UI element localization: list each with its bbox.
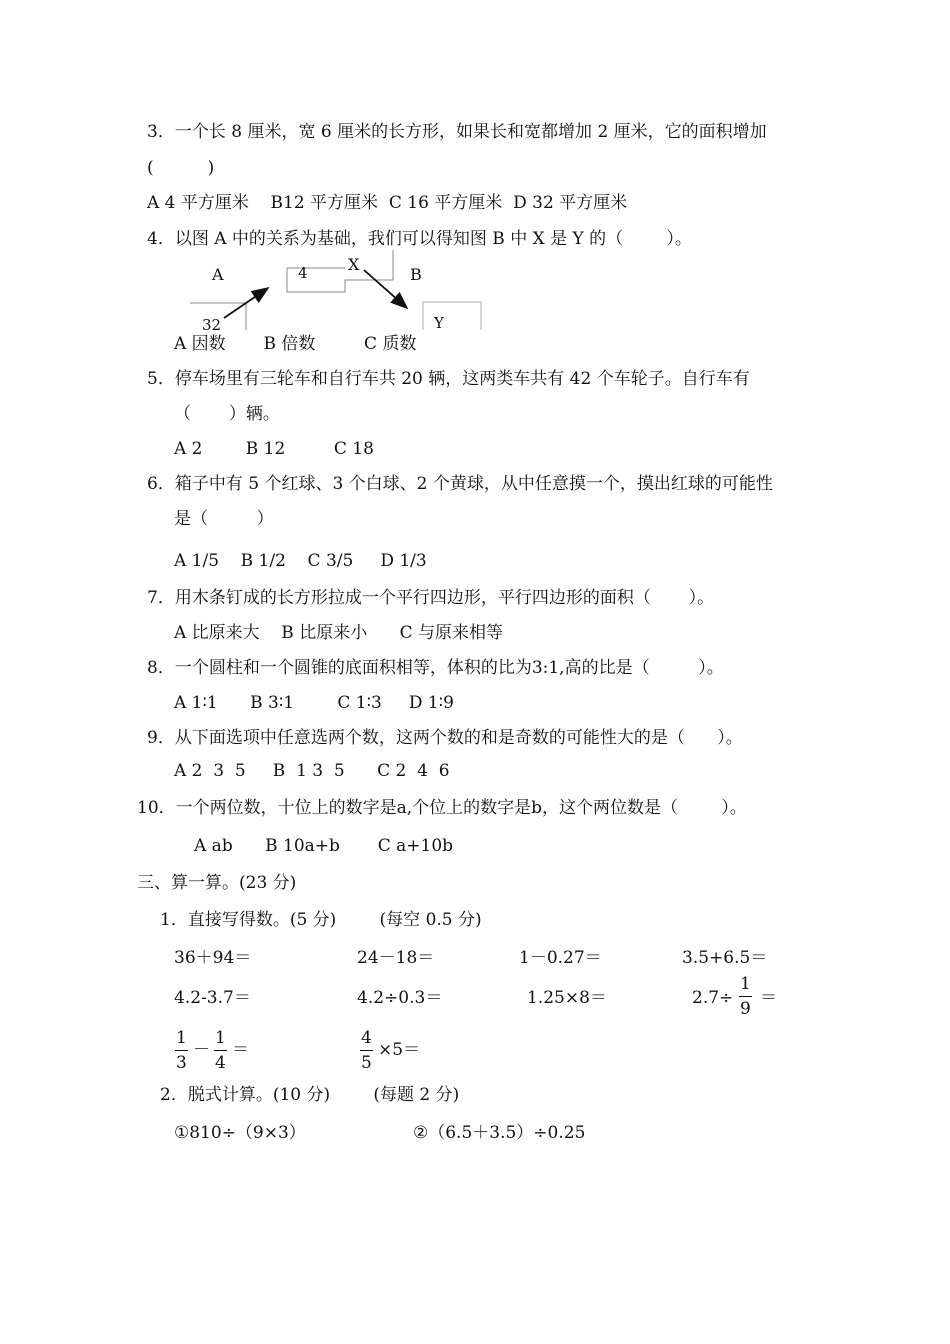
q5-options: A 2 B 12 C 18 bbox=[174, 439, 374, 459]
step-calc-2: ②（6.5＋3.5）÷0.25 bbox=[413, 1123, 586, 1143]
q6-stem: 6．箱子中有 5 个红球、3 个白球、2 个黄球，从中任意摸一个，摸出红球的可能性 bbox=[147, 474, 773, 494]
calc-2-4-equals: ＝ bbox=[760, 988, 777, 1008]
q4-stem: 4．以图 A 中的关系为基础，我们可以得知图 B 中 X 是 Y 的（ ）。 bbox=[147, 229, 692, 249]
fraction-numerator: 1 bbox=[214, 1030, 227, 1051]
q4-options: A 因数 B 倍数 C 质数 bbox=[174, 334, 417, 354]
fraction-numerator: 1 bbox=[175, 1030, 188, 1051]
fraction-denominator: 5 bbox=[361, 1053, 372, 1073]
fraction-numerator: 1 bbox=[739, 976, 752, 997]
q4-box-32-text: 32 bbox=[202, 316, 222, 330]
q3-options: A 4 平方厘米 B12 平方厘米 C 16 平方厘米 D 32 平方厘米 bbox=[147, 193, 628, 213]
fraction-denominator: 3 bbox=[176, 1053, 187, 1073]
fraction-denominator: 9 bbox=[740, 999, 751, 1019]
calc-2-1: 4.2-3.7＝ bbox=[174, 988, 251, 1008]
q6-stem-cont: 是（ ） bbox=[174, 509, 274, 529]
q8-options: A 1∶1 B 3∶1 C 1∶3 D 1∶9 bbox=[174, 693, 454, 713]
q4-arrow-x-to-y bbox=[364, 270, 407, 308]
calc-1-3: 1－0.27＝ bbox=[519, 948, 602, 968]
q3-stem: 3．一个长 8 厘米，宽 6 厘米的长方形，如果长和宽都增加 2 厘米，它的面积增加 bbox=[147, 122, 767, 142]
calc-3-1-fraction-a bbox=[175, 1030, 188, 1072]
q4-box-y-text: Y bbox=[434, 314, 444, 330]
q8-stem: 8．一个圆柱和一个圆锥的底面积相等，体积的比为3:1,高的比是（ ）。 bbox=[147, 658, 724, 678]
q5-stem: 5．停车场里有三轮车和自行车共 20 辆，这两类车共有 42 个车轮子。自行车有 bbox=[147, 369, 750, 389]
q7-options: A 比原来大 B 比原来小 C 与原来相等 bbox=[174, 623, 504, 643]
step-calc-1: ①810÷（9×3） bbox=[174, 1123, 306, 1143]
section3-title: 三、算一算。(23 分) bbox=[137, 873, 297, 893]
q4-box-y bbox=[423, 302, 481, 330]
q10-options: A ab B 10a+b C a+10b bbox=[194, 836, 454, 856]
q3-answer-blank: ( ) bbox=[147, 158, 215, 178]
q9-options: A 2 3 5 B 1 3 5 C 2 4 6 bbox=[174, 761, 450, 781]
calc-3-2-fraction bbox=[360, 1030, 373, 1072]
calc-3-1-minus: － bbox=[193, 1040, 210, 1060]
calc-2-2: 4.2÷0.3＝ bbox=[357, 988, 443, 1008]
calc-2-4-fraction bbox=[739, 976, 752, 1018]
section3-part1-title: 1．直接写得数。(5 分) (每空 0.5 分) bbox=[160, 910, 482, 930]
section3-part2-title: 2．脱式计算。(10 分) (每题 2 分) bbox=[160, 1085, 460, 1105]
fraction-numerator: 4 bbox=[360, 1030, 373, 1051]
calc-3-1-fraction-b bbox=[214, 1030, 227, 1072]
q7-stem: 7．用木条钉成的长方形拉成一个平行四边形，平行四边形的面积（ ）。 bbox=[147, 588, 715, 608]
calc-1-2: 24－18＝ bbox=[357, 948, 435, 968]
fraction-denominator: 4 bbox=[215, 1053, 226, 1073]
q4-figure bbox=[0, 250, 950, 330]
calc-1-4: 3.5+6.5＝ bbox=[682, 948, 768, 968]
calc-3-1-equals: ＝ bbox=[232, 1040, 249, 1060]
q10-stem: 10．一个两位数，十位上的数字是a,个位上的数字是b，这个两位数是（ ）。 bbox=[137, 798, 747, 818]
q4-figure-a-label: A bbox=[212, 265, 224, 284]
q5-stem-cont: （ ）辆。 bbox=[174, 404, 280, 424]
q4-box-4-text: 4 bbox=[298, 264, 308, 282]
calc-3-2-rest: ×5＝ bbox=[378, 1040, 421, 1060]
calc-2-3: 1.25×8＝ bbox=[527, 988, 607, 1008]
calc-1-1: 36＋94＝ bbox=[174, 948, 252, 968]
q6-options: A 1/5 B 1/2 C 3/5 D 1/3 bbox=[174, 551, 427, 571]
q4-figure-b-label: B bbox=[410, 265, 422, 284]
calc-2-4: 2.7÷ bbox=[692, 988, 734, 1008]
q9-stem: 9．从下面选项中任意选两个数，这两个数的和是奇数的可能性大的是（ ）。 bbox=[147, 728, 743, 748]
q4-box-x-text: X bbox=[348, 255, 360, 274]
